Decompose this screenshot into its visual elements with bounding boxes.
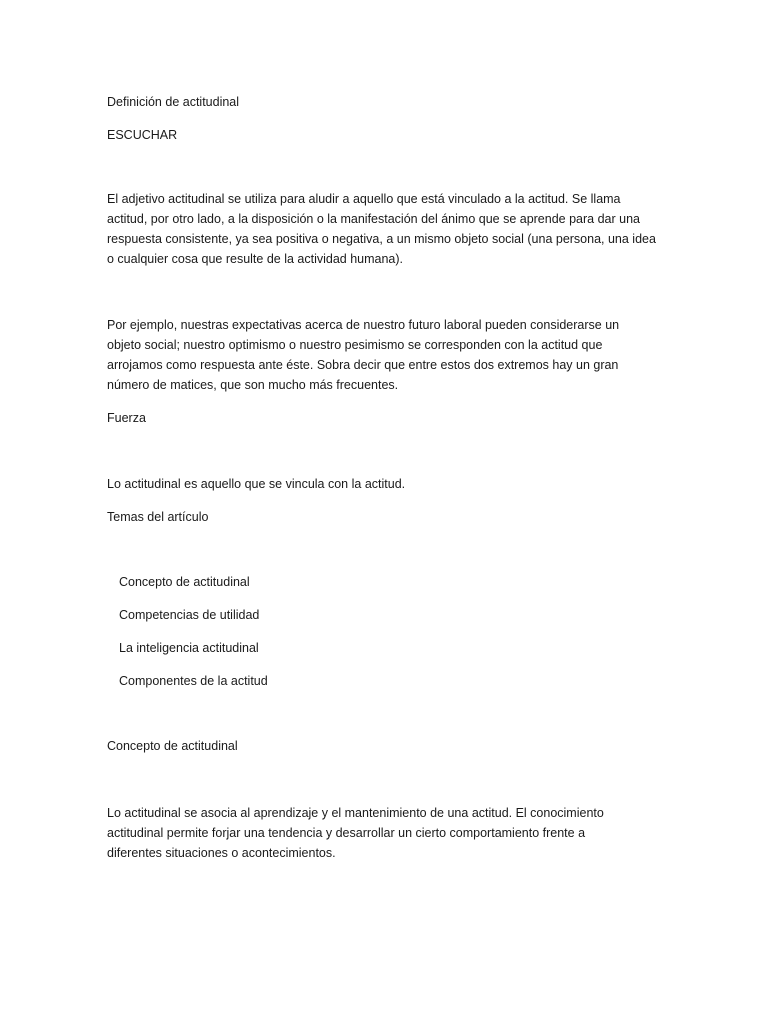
source-label: Fuerza: [107, 411, 146, 425]
summary-text: Lo actitudinal es aquello que se vincula con la actitud.: [107, 477, 406, 491]
paragraph-line: número de matices, que son mucho más frecuentes.: [107, 378, 399, 392]
topic-item-competencias[interactable]: Competencias de utilidad: [119, 608, 260, 622]
paragraph-line: objeto social; nuestro optimismo o nuestro pesimismo se corresponden con la actitud que: [107, 338, 603, 352]
paragraph-line: Lo actitudinal se asocia al aprendizaje y el mantenimiento de una actitud. El conocimiento: [107, 806, 604, 820]
paragraph-line: Por ejemplo, nuestras expectativas acerca de nuestro futuro laboral pueden considerarse un: [107, 318, 620, 332]
paragraph-example: [107, 315, 647, 395]
listen-link[interactable]: ESCUCHAR: [107, 128, 178, 142]
section-heading: Concepto de actitudinal: [107, 739, 238, 753]
paragraph-line: arrojamos como respuesta ante éste. Sobra decir que entre estos dos extremos hay un gran: [107, 358, 619, 372]
paragraph-line: actitud, por otro lado, a la disposición o la manifestación del ánimo que se aprende para dar una: [107, 212, 640, 226]
document-title: Definición de actitudinal: [107, 95, 240, 109]
paragraph-line: El adjetivo actitudinal se utiliza para aludir a aquello que está vinculado a la actitud. Se llama: [107, 192, 621, 206]
paragraph-line: o cualquier cosa que resulte de la actividad humana).: [107, 252, 404, 266]
paragraph-line: respuesta consistente, ya sea positiva o negativa, a un mismo objeto social (una persona, una idea: [107, 232, 656, 246]
topic-item-concepto[interactable]: Concepto de actitudinal: [119, 575, 250, 589]
topic-item-componentes[interactable]: Componentes de la actitud: [119, 674, 268, 688]
paragraph-intro: [107, 189, 656, 269]
topic-item-inteligencia[interactable]: La inteligencia actitudinal: [119, 641, 259, 655]
paragraph-line: actitudinal permite forjar una tendencia y desarrollar un cierto comportamiento frente a: [107, 826, 586, 840]
paragraph-line: diferentes situaciones o acontecimientos.: [107, 846, 336, 860]
topics-heading: Temas del artículo: [107, 510, 209, 524]
paragraph-concept: [107, 803, 647, 863]
